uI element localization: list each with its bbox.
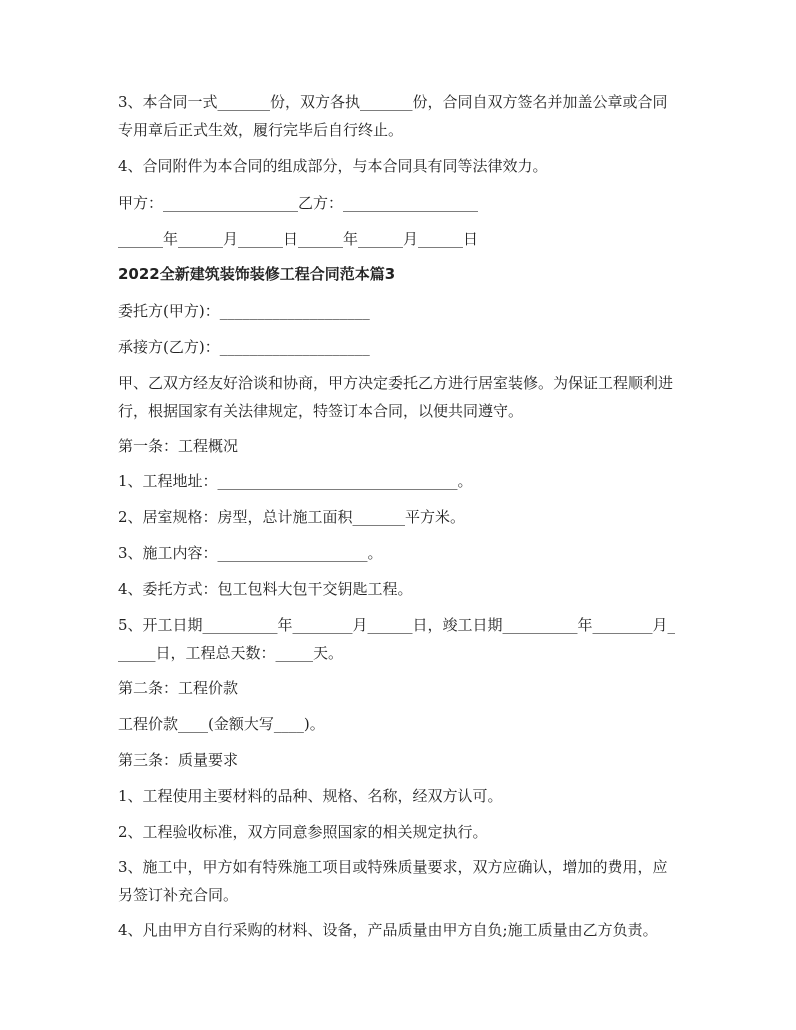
signature-parties-line: 甲方：__________________乙方：__________________ <box>118 194 479 212</box>
section-heading: 2022全新建筑装饰装修工程合同范本篇3 <box>118 265 396 283</box>
quality-item-acceptance: 2、工程验收标准，双方同意参照国家的相关规定执行。 <box>118 823 488 841</box>
quality-item-responsibility: 4、凡由甲方自行采购的材料、设备，产品质量由甲方自负;施工质量由乙方负责。 <box>118 921 658 939</box>
signature-date-line: ______年______月______日______年______月______日 <box>118 230 479 248</box>
clause-attachments: 4、合同附件为本合同的组成部分，与本合同具有同等法律效力。 <box>118 157 548 175</box>
room-spec-item: 2、居室规格：房型，总计施工面积_______平方米。 <box>118 508 466 526</box>
intro-paragraph: 甲、乙双方经友好洽谈和协商，甲方决定委托乙方进行居室装修。为保证工程顺利进行，根据国家有关法律规定，特签订本合同，以便共同遵守。 <box>118 374 674 420</box>
construction-content-item: 3、施工内容：____________________。 <box>118 544 383 562</box>
project-address-item: 1、工程地址：________________________________。 <box>118 472 473 490</box>
clause-copies: 3、本合同一式_______份，双方各执_______份，合同自双方签名并加盖公章或合同专用章后正式生效，履行完毕后自行终止。 <box>118 93 668 139</box>
contractor-party-line: 承接方(乙方)：____________________ <box>118 338 370 356</box>
project-price-line: 工程价款____(金额大写____)。 <box>118 715 325 733</box>
article-one-title: 第一条：工程概况 <box>118 437 239 455</box>
principal-party-line: 委托方(甲方)：____________________ <box>118 302 370 320</box>
quality-item-materials: 1、工程使用主要材料的品种、规格、名称，经双方认可。 <box>118 787 503 805</box>
article-three-title: 第三条：质量要求 <box>118 751 239 769</box>
schedule-item: 5、开工日期__________年________月______日，竣工日期__________年________月______日，工程总天数：_____天。 <box>118 616 676 662</box>
quality-item-special: 3、施工中，甲方如有特殊施工项目或特殊质量要求，双方应确认，增加的费用，应另签订补充合同。 <box>118 858 668 904</box>
article-two-title: 第二条：工程价款 <box>118 679 239 697</box>
commission-method-item: 4、委托方式：包工包料大包干交钥匙工程。 <box>118 580 413 598</box>
